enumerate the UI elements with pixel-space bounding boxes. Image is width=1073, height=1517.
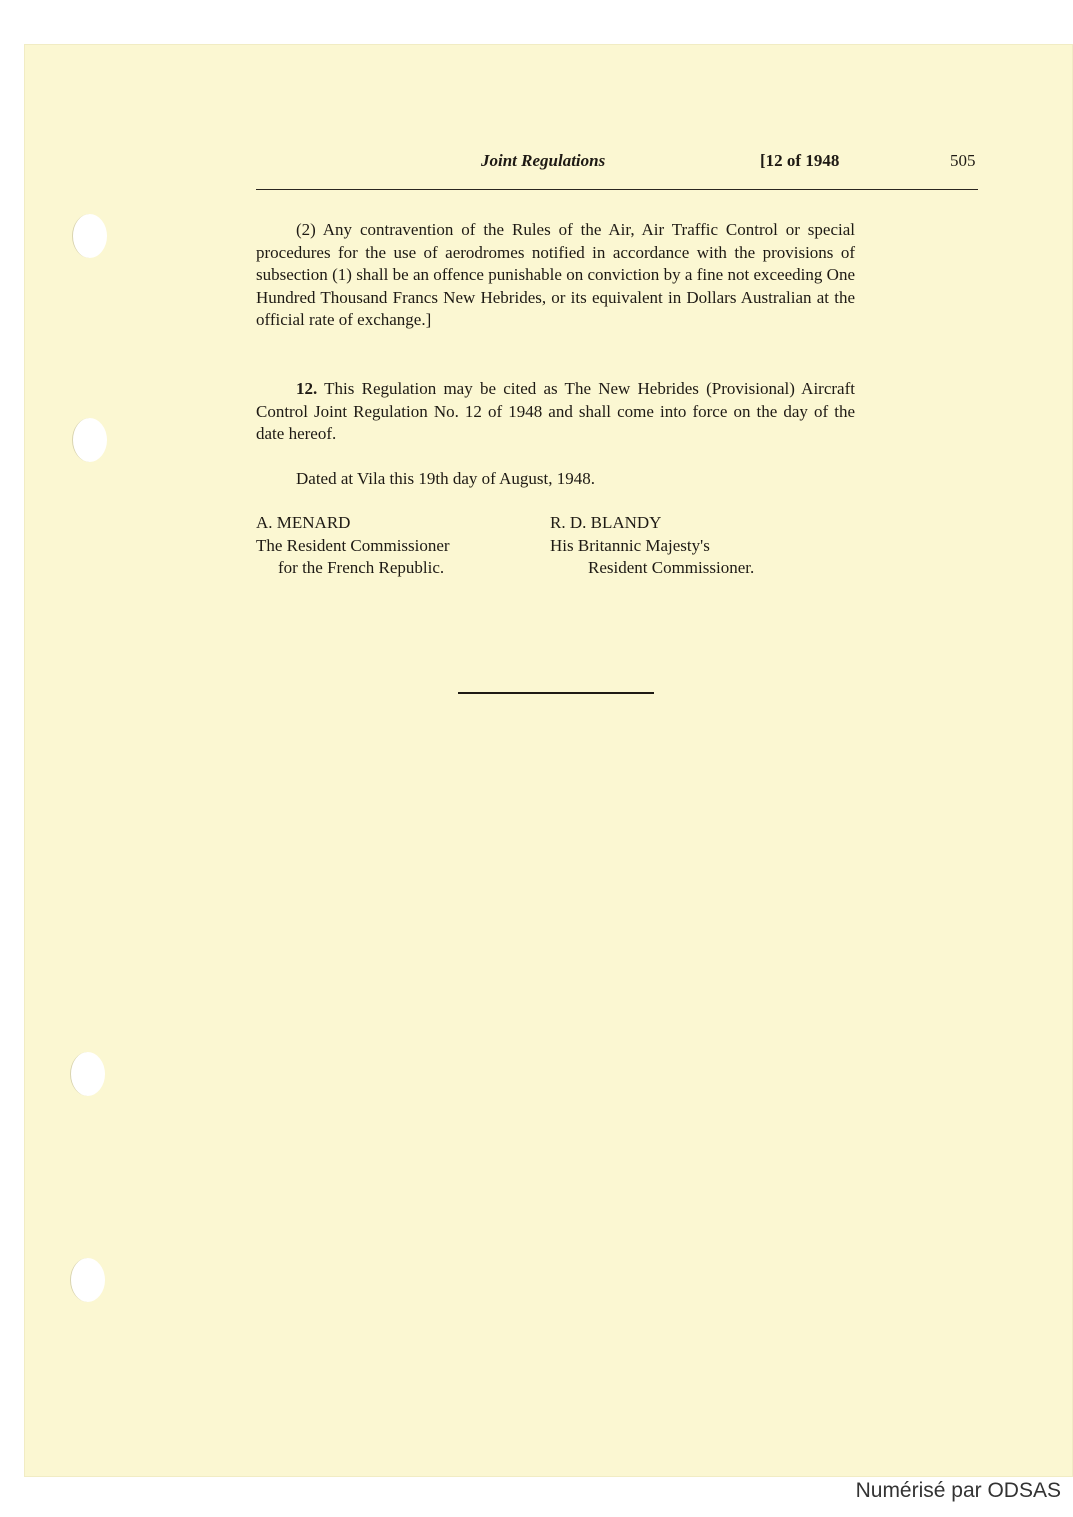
section-12-number: 12. [296,379,318,398]
signatory-name: R. D. BLANDY [550,513,662,532]
paragraph-2-number: (2) [296,220,316,239]
digitization-stamp: Numérisé par ODSAS [855,1479,1061,1502]
punch-hole [70,1052,105,1096]
punch-hole [70,1258,105,1302]
punch-hole [72,418,107,462]
signatory-title-cont: Resident Commissioner. [588,558,755,577]
header-rule [256,189,978,190]
signatory-title: The Resident Commissioner [256,535,450,555]
header-title: Joint Regulations [481,151,606,170]
signature-block-right [550,512,754,580]
section-12 [256,378,855,446]
signatory-name: A. MENARD [256,513,351,532]
page-number: 505 [950,151,976,170]
dated-line: Dated at Vila this 19th day of August, 1948. [296,469,595,488]
signatory-title: His Britannic Majesty's [550,535,710,555]
signatory-title-cont: for the French Republic. [278,558,445,577]
running-header [0,151,1073,175]
end-rule [458,692,654,694]
section-12-text: This Regulation may be cited as The New Hebrides (Provisional) Aircraft Control Joint Regulation No. 12 of 1948 and shall come into force on the day of the date hereof. [256,379,855,443]
header-regulation-ref: [12 of 1948 [760,151,840,170]
signature-block-left [256,512,450,580]
paragraph-2 [256,219,855,332]
punch-hole [72,214,107,258]
paragraph-2-text: Any contravention of the Rules of the Air, Air Traffic Control or special procedures for the use of aerodromes notified in accordance with the provisions of subsection (1) shall be an offence punishable on conviction by a fine not exceeding One Hundred Thousand Francs New Hebrides, or its equivalent in Dollars Australian at the official rate of exchange.] [256,220,855,329]
